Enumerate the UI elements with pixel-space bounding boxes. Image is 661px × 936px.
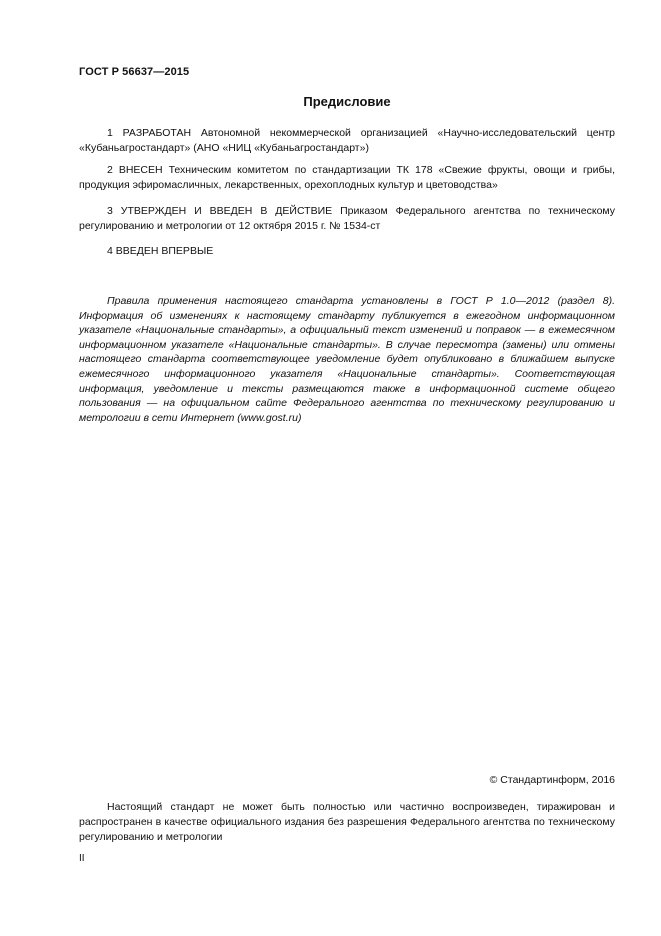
foreword-item-approved: 3 УТВЕРЖДЕН И ВВЕДЕН В ДЕЙСТВИЕ Приказом Федерального агентства по техническому регулированию и метрологии от 12 октября 2015 г. № 1534-ст	[79, 205, 615, 232]
foreword-item-developed: 1 РАЗРАБОТАН Автономной некоммерческой организацией «Научно-исследовательский центр «Кубаньагростандарт» (АНО «НИЦ «Кубаньагростандарт»)	[79, 127, 615, 154]
reproduction-notice: Настоящий стандарт не может быть полностью или частично воспроизведен, тиражирован и распространен в качестве официального издания без разрешения Федерального агентства по техническому регулированию и метрологии	[79, 801, 615, 843]
foreword-item-introduced: 2 ВНЕСЕН Техническим комитетом по стандартизации ТК 178 «Свежие фрукты, овощи и грибы, продукция эфиромасличных, лекарственных, орехоплодных культур и цветоводства»	[79, 164, 615, 191]
copyright-notice: © Стандартинформ, 2016	[489, 774, 615, 786]
document-id: ГОСТ Р 56637—2015	[79, 66, 190, 78]
page-title: Предисловие	[303, 94, 391, 109]
application-rules-note: Правила применения настоящего стандарта установлены в ГОСТ Р 1.0—2012 (раздел 8). Информация об изменениях к настоящему стандарту публикуется в ежегодном информационном указателе «Национальные стандарты», а официальный текст изменений и поправок — в ежемесячном информационном указателе «Национальные стандарты». В случае пересмотра (замены) или отмены настоящего стандарта соответствующее уведомление будет опубликовано в ближайшем выпуске ежемесячного информационного указателя «Национальные стандарты». Соответствующая информация, уведомление и тексты размещаются также в информационной системе общего пользования — на официальном сайте Федерального агентства по техническому регулированию и метрологии в сети Интернет (www.gost.ru)	[79, 295, 615, 424]
page-number: II	[79, 853, 85, 864]
foreword-item-first-introduced: 4 ВВЕДЕН ВПЕРВЫЕ	[107, 245, 214, 257]
